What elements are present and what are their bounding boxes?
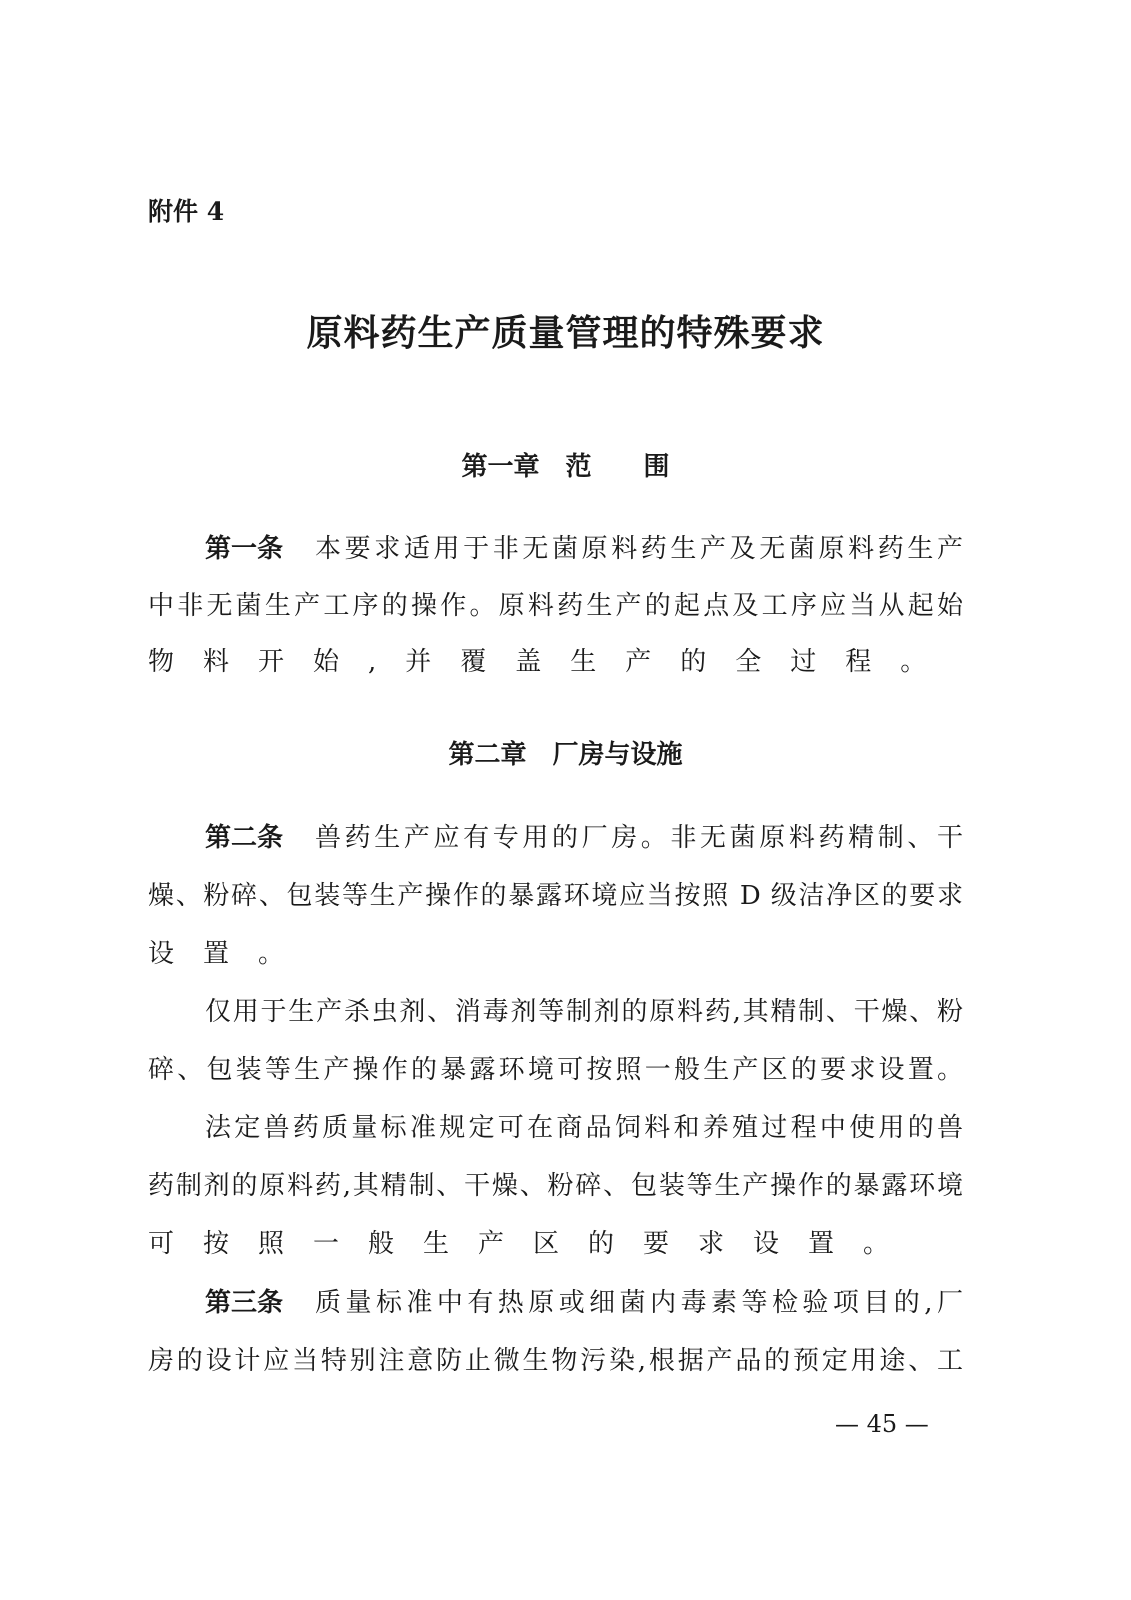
article-1-line-2: 中非无菌生产工序的操作。原料药生产的起点及工序应当从起始 [148,591,963,621]
article-2-line-3: 设置。 [148,939,314,969]
article-3-line-1: 第三条 质量标准中有热原或细菌内毒素等检验项目的,厂 [205,1288,963,1318]
document-title: 原料药生产质量管理的特殊要求 [306,312,825,354]
article-2-line-1: 第二条 兽药生产应有专用的厂房。非无菌原料药精制、干 [205,823,963,853]
annex-label: 附件 4 [148,197,225,226]
paragraph-line: 碎、包装等生产操作的暴露环境可按照一般生产区的要求设置。 [148,1055,963,1085]
article-2-line-2: 燥、粉碎、包装等生产操作的暴露环境应当按照 D 级洁净区的要求 [148,881,963,911]
paragraph-line: 仅用于生产杀虫剂、消毒剂等制剂的原料药,其精制、干燥、粉 [205,997,963,1027]
paragraph-line: 法定兽药质量标准规定可在商品饲料和养殖过程中使用的兽 [205,1113,963,1143]
article-1-line-1: 第一条 本要求适用于非无菌原料药生产及无菌原料药生产 [205,534,963,564]
paragraph-line: 药制剂的原料药,其精制、干燥、粉碎、包装等生产操作的暴露环境 [148,1171,963,1201]
article-head: 第二条 [205,823,284,853]
article-head: 第一条 [205,534,284,564]
page-number: — 45 — [835,1410,929,1438]
article-3-line-2: 房的设计应当特别注意防止微生物污染,根据产品的预定用途、工 [148,1346,963,1376]
article-head: 第三条 [205,1288,284,1318]
chapter-heading-1: 第一章 范 围 [461,452,670,482]
chapter-heading-2: 第二章 厂房与设施 [448,740,683,770]
paragraph-line: 可按照一般生产区的要求设置。 [148,1229,919,1259]
article-1-line-3: 物料开始,并覆盖生产的全过程。 [148,647,956,677]
